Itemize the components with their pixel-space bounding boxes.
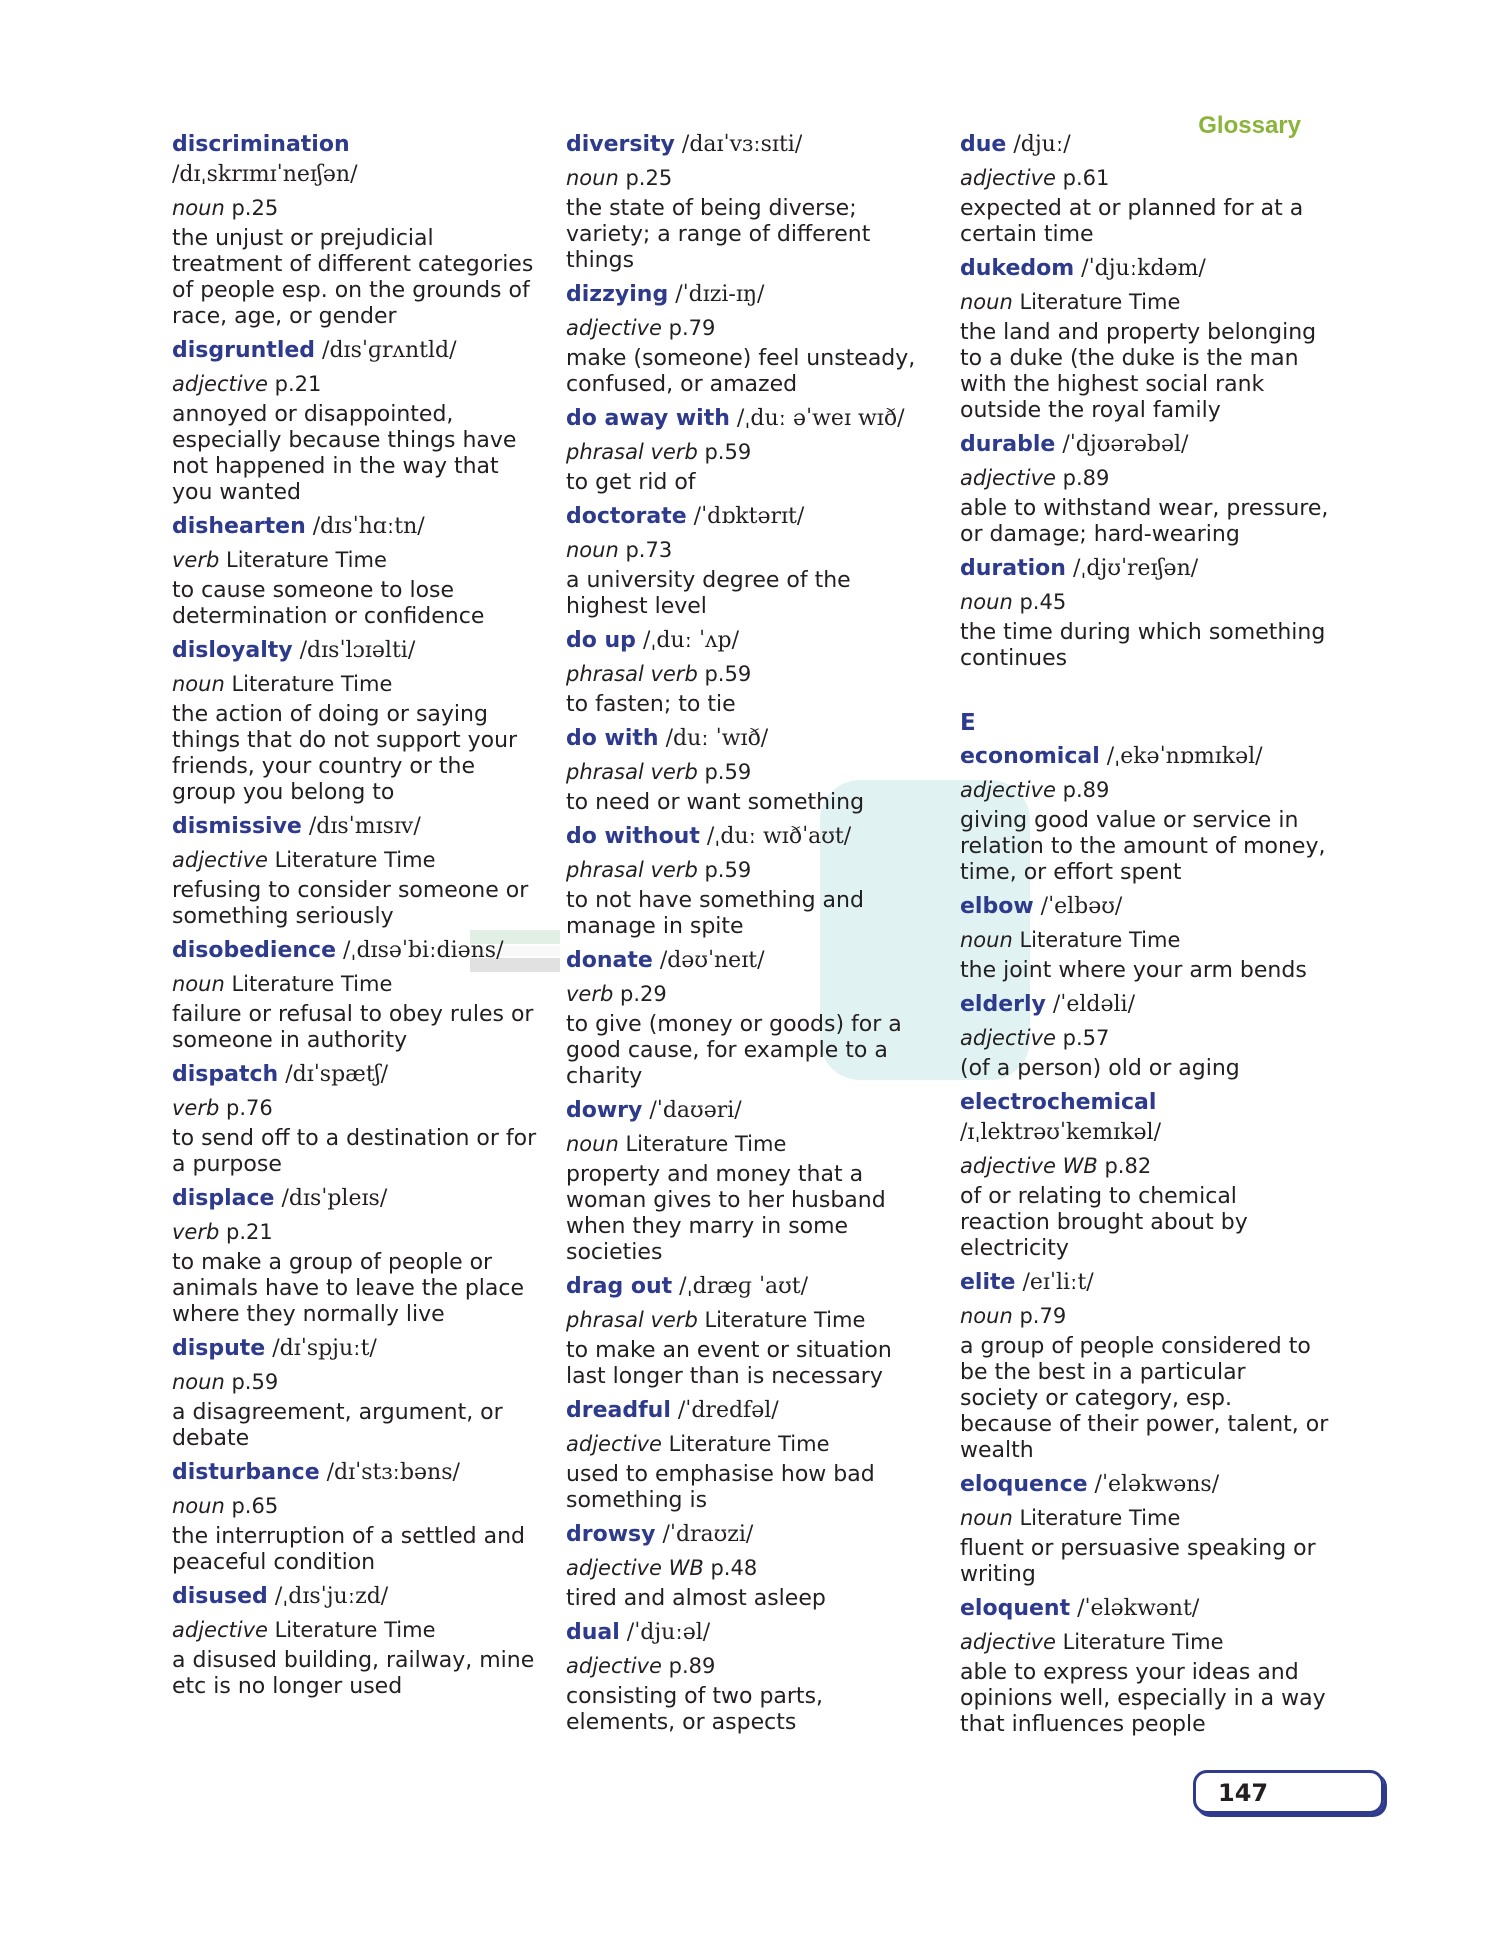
pronunciation: /dɪsˈhɑːtn/ xyxy=(312,514,425,539)
glossary-column-3 xyxy=(960,130,1330,1744)
part-of-speech: adjective xyxy=(960,466,1056,490)
pronunciation: /ˈelbəʊ/ xyxy=(1040,894,1123,919)
definition: annoyed or disappointed, especially because things have not happened in the way that you wanted xyxy=(172,402,517,505)
glossary-entry xyxy=(960,892,1330,984)
pronunciation: /ˌduː əˈweɪ wɪð/ xyxy=(736,406,905,431)
glossary-entry xyxy=(566,626,936,718)
headword-line xyxy=(566,724,936,754)
headword-line xyxy=(172,1458,542,1488)
headword-line xyxy=(960,892,1330,922)
page-reference: Literature Time xyxy=(231,972,393,996)
page-reference: p.59 xyxy=(704,440,752,464)
pronunciation: /ˌdɪsəˈbiːdiəns/ xyxy=(343,938,504,963)
definition: a group of people considered to be the best in a particular society or category, esp. because of their power, talent, or wealth xyxy=(960,1334,1329,1463)
pronunciation: /dɪsˈmɪsɪv/ xyxy=(308,814,421,839)
definition: the interruption of a settled and peaceful condition xyxy=(172,1524,525,1575)
part-of-speech: verb xyxy=(172,548,220,572)
page-reference: p.25 xyxy=(625,166,673,190)
part-of-speech: adjective xyxy=(960,166,1056,190)
headword-line xyxy=(566,1096,936,1126)
part-of-speech-line xyxy=(172,669,542,699)
glossary-entry xyxy=(566,1096,936,1266)
pronunciation: /ˌdɪsˈjuːzd/ xyxy=(274,1584,389,1609)
headword-line xyxy=(566,280,936,310)
pronunciation: /dɪsˈlɔɪəlti/ xyxy=(299,638,416,663)
part-of-speech: noun xyxy=(566,1132,619,1156)
page-reference: p.76 xyxy=(226,1096,273,1120)
headword-line xyxy=(960,254,1330,284)
headword: duration xyxy=(960,556,1066,581)
headword-line xyxy=(960,742,1330,772)
definition: the state of being diverse; variety; a range of different things xyxy=(566,196,871,273)
headword-line xyxy=(172,1582,542,1612)
part-of-speech: adjective xyxy=(960,1630,1056,1654)
page-reference: p.89 xyxy=(1062,466,1110,490)
part-of-speech-line xyxy=(172,969,542,999)
part-of-speech: adjective xyxy=(960,778,1056,802)
glossary-entry xyxy=(172,936,542,1054)
headword: donate xyxy=(566,948,653,973)
pronunciation: /ˈeləkwənt/ xyxy=(1077,1596,1200,1621)
headword-line xyxy=(172,1334,542,1364)
part-of-speech: noun xyxy=(960,1304,1013,1328)
definition: expected at or planned for at a certain time xyxy=(960,196,1304,247)
headword: dowry xyxy=(566,1098,643,1123)
glossary-entry xyxy=(566,1520,936,1612)
part-of-speech: adjective xyxy=(566,1654,662,1678)
pronunciation: /duː ˈwɪð/ xyxy=(665,726,769,751)
part-of-speech-line xyxy=(172,845,542,875)
definition: to get rid of xyxy=(566,470,696,495)
pronunciation: /ɪˌlektrəʊˈkemɪkəl/ xyxy=(960,1120,1161,1145)
pronunciation: /ˈdjʊərəbəl/ xyxy=(1062,432,1189,457)
definition: the action of doing or saying things that do not support your friends, your country or the group you belong to xyxy=(172,702,518,805)
page-reference: p.57 xyxy=(1062,1026,1110,1050)
headword-line xyxy=(960,1470,1330,1500)
pronunciation: /ˈdaʊəri/ xyxy=(649,1098,742,1123)
definition: to fasten; to tie xyxy=(566,692,736,717)
part-of-speech: adjective xyxy=(566,316,662,340)
page-reference: p.21 xyxy=(274,372,322,396)
pronunciation: /ˈdɒktərɪt/ xyxy=(693,504,805,529)
part-of-speech: noun xyxy=(566,166,619,190)
part-of-speech: noun xyxy=(172,196,225,220)
page-reference: Literature Time xyxy=(1019,1506,1181,1530)
glossary-entry xyxy=(172,1184,542,1328)
headword: dukedom xyxy=(960,256,1075,281)
headword: dishearten xyxy=(172,514,306,539)
part-of-speech: adjective xyxy=(960,1026,1056,1050)
part-of-speech-line xyxy=(172,545,542,575)
part-of-speech: adjective xyxy=(172,372,268,396)
part-of-speech: adjective WB xyxy=(566,1556,704,1580)
headword: disgruntled xyxy=(172,338,316,363)
headword: do without xyxy=(566,824,700,849)
pronunciation: /dɪsˈpleɪs/ xyxy=(281,1186,388,1211)
page-reference: p.82 xyxy=(1104,1154,1152,1178)
headword-line xyxy=(172,1184,542,1214)
headword: dispatch xyxy=(172,1062,279,1087)
headword: dual xyxy=(566,1620,620,1645)
glossary-entry xyxy=(960,1594,1330,1738)
part-of-speech-line xyxy=(566,163,936,193)
headword-line xyxy=(172,336,542,366)
part-of-speech: adjective WB xyxy=(960,1154,1098,1178)
glossary-entry xyxy=(960,430,1330,548)
glossary-entry xyxy=(566,130,936,274)
glossary-entry xyxy=(172,1582,542,1700)
headword-line xyxy=(960,990,1330,1020)
glossary-entry xyxy=(960,990,1330,1082)
definition: the time during which something continues xyxy=(960,620,1326,671)
part-of-speech-line xyxy=(566,313,936,343)
pronunciation: /ˈdraʊzi/ xyxy=(662,1522,754,1547)
page-reference: p.89 xyxy=(1062,778,1110,802)
headword: drowsy xyxy=(566,1522,656,1547)
headword: durable xyxy=(960,432,1056,457)
headword: dispute xyxy=(172,1336,266,1361)
headword-line xyxy=(566,130,936,160)
headword: dreadful xyxy=(566,1398,671,1423)
page-reference: p.59 xyxy=(704,760,752,784)
headword-line xyxy=(566,1396,936,1426)
definition: the land and property belonging to a duke (the duke is the man with the highest social rank outside the royal family xyxy=(960,320,1317,423)
part-of-speech-line xyxy=(566,437,936,467)
pronunciation: /eɪˈliːt/ xyxy=(1022,1270,1094,1295)
part-of-speech-line xyxy=(566,1305,936,1335)
part-of-speech: noun xyxy=(172,972,225,996)
page-reference: p.65 xyxy=(231,1494,279,1518)
pronunciation: /ˈdɪzi-ɪŋ/ xyxy=(675,282,765,307)
page-reference: Literature Time xyxy=(704,1308,866,1332)
headword: disloyalty xyxy=(172,638,293,663)
headword-line xyxy=(566,822,936,852)
pronunciation: /ˈdjuːəl/ xyxy=(626,1620,711,1645)
glossary-column-2 xyxy=(566,130,936,1742)
page-reference: p.59 xyxy=(704,662,752,686)
page-reference: Literature Time xyxy=(226,548,387,572)
part-of-speech: verb xyxy=(172,1096,220,1120)
definition: a disused building, railway, mine etc is no longer used xyxy=(172,1648,535,1699)
pronunciation: /dəʊˈneɪt/ xyxy=(659,948,765,973)
glossary-entry xyxy=(566,280,936,398)
part-of-speech-line xyxy=(172,193,542,223)
page-number-badge xyxy=(1193,1770,1384,1814)
headword: due xyxy=(960,132,1007,157)
headword-line xyxy=(566,1520,936,1550)
definition: fluent or persuasive speaking or writing xyxy=(960,1536,1316,1587)
definition: able to withstand wear, pressure, or damage; hard-wearing xyxy=(960,496,1329,547)
glossary-entry xyxy=(960,554,1330,672)
definition: the unjust or prejudicial treatment of different categories of people esp. on the grounds of race, age, or gender xyxy=(172,226,534,329)
page-reference: p.21 xyxy=(226,1220,273,1244)
page-reference: Literature Time xyxy=(231,672,393,696)
headword: disused xyxy=(172,1584,268,1609)
pronunciation: /ˌduː wɪðˈaʊt/ xyxy=(706,824,852,849)
pronunciation: /ˈeldəli/ xyxy=(1052,992,1135,1017)
glossary-entry xyxy=(172,1060,542,1178)
headword-line xyxy=(172,130,542,160)
headword-line xyxy=(172,512,542,542)
definition: refusing to consider someone or something seriously xyxy=(172,878,529,929)
definition: tired and almost asleep xyxy=(566,1586,826,1611)
pronunciation: /ˌekəˈnɒmɪkəl/ xyxy=(1106,744,1263,769)
definition: property and money that a woman gives to her husband when they marry in some societies xyxy=(566,1162,886,1265)
pronunciation: /dɪˌskrɪmɪˈneɪʃən/ xyxy=(172,162,358,187)
page-reference: p.73 xyxy=(625,538,673,562)
part-of-speech: noun xyxy=(960,928,1013,952)
headword: doctorate xyxy=(566,504,687,529)
definition: giving good value or service in relation to the amount of money, time, or effort spent xyxy=(960,808,1326,885)
glossary-entry xyxy=(960,1470,1330,1588)
part-of-speech: adjective xyxy=(172,848,268,872)
page-reference: Literature Time xyxy=(1019,928,1181,952)
page-reference: p.45 xyxy=(1019,590,1067,614)
glossary-entry xyxy=(960,130,1330,248)
part-of-speech-line xyxy=(566,535,936,565)
page-number: 147 xyxy=(1218,1779,1269,1807)
pronunciation: /ˈeləkwəns/ xyxy=(1094,1472,1220,1497)
definition: of or relating to chemical reaction brought about by electricity xyxy=(960,1184,1248,1261)
glossary-header: Glossary xyxy=(1198,112,1301,139)
part-of-speech-line xyxy=(566,659,936,689)
headword: diversity xyxy=(566,132,675,157)
pronunciation: /dɪˈstɜːbəns/ xyxy=(326,1460,460,1485)
headword: do away with xyxy=(566,406,730,431)
page-reference: p.25 xyxy=(231,196,279,220)
part-of-speech: phrasal verb xyxy=(566,1308,698,1332)
headword: do up xyxy=(566,628,636,653)
glossary-entry xyxy=(172,336,542,506)
part-of-speech-line xyxy=(960,587,1330,617)
glossary-entry xyxy=(172,1334,542,1452)
definition: the joint where your arm bends xyxy=(960,958,1307,983)
pronunciation: /dɪˈspjuːt/ xyxy=(272,1336,377,1361)
pronunciation: /ˌduː ˈʌp/ xyxy=(642,628,740,653)
page-reference: p.29 xyxy=(620,982,667,1006)
part-of-speech-line xyxy=(566,1429,936,1459)
headword-line xyxy=(566,404,936,434)
headword: dismissive xyxy=(172,814,302,839)
headword: elderly xyxy=(960,992,1046,1017)
headword: drag out xyxy=(566,1274,673,1299)
glossary-entry xyxy=(566,404,936,496)
glossary-entry xyxy=(960,742,1330,886)
headword: displace xyxy=(172,1186,275,1211)
headword-line xyxy=(172,812,542,842)
page-reference: Literature Time xyxy=(274,1618,436,1642)
pronunciation: /ˌdjʊˈreɪʃən/ xyxy=(1072,556,1199,581)
glossary-entry xyxy=(566,502,936,620)
headword-line xyxy=(960,1088,1330,1118)
glossary-entry xyxy=(566,946,936,1090)
part-of-speech-line xyxy=(960,287,1330,317)
part-of-speech-line xyxy=(960,1627,1330,1657)
definition: (of a person) old or aging xyxy=(960,1056,1240,1081)
definition: to send off to a destination or for a purpose xyxy=(172,1126,537,1177)
page-reference: p.79 xyxy=(668,316,716,340)
part-of-speech-line xyxy=(960,925,1330,955)
part-of-speech-line xyxy=(172,1367,542,1397)
definition: to make a group of people or animals have to leave the place where they normally live xyxy=(172,1250,525,1327)
headword-line xyxy=(172,1060,542,1090)
glossary-entry xyxy=(566,1272,936,1390)
headword-line xyxy=(566,626,936,656)
page-reference: p.89 xyxy=(668,1654,716,1678)
headword: disturbance xyxy=(172,1460,320,1485)
headword-line xyxy=(960,430,1330,460)
part-of-speech: phrasal verb xyxy=(566,858,698,882)
headword-line xyxy=(960,1268,1330,1298)
headword-line xyxy=(566,946,936,976)
page-reference: p.79 xyxy=(1019,1304,1067,1328)
headword-line xyxy=(566,1618,936,1648)
page-reference: Literature Time xyxy=(625,1132,787,1156)
part-of-speech: noun xyxy=(566,538,619,562)
glossary-entry xyxy=(566,1618,936,1736)
page-reference: p.48 xyxy=(710,1556,758,1580)
headword: discrimination xyxy=(172,132,350,157)
part-of-speech-line xyxy=(172,369,542,399)
definition: a university degree of the highest level xyxy=(566,568,851,619)
headword-line xyxy=(172,636,542,666)
part-of-speech: verb xyxy=(172,1220,220,1244)
definition: to not have something and manage in spite xyxy=(566,888,864,939)
headword: electrochemical xyxy=(960,1090,1157,1115)
part-of-speech-line xyxy=(172,1093,542,1123)
part-of-speech-line xyxy=(566,1651,936,1681)
part-of-speech-line xyxy=(172,1217,542,1247)
definition: to give (money or goods) for a good cause, for example to a charity xyxy=(566,1012,902,1089)
glossary-entry xyxy=(172,812,542,930)
page-reference: p.59 xyxy=(704,858,752,882)
glossary-entry xyxy=(172,1458,542,1576)
part-of-speech: noun xyxy=(172,1494,225,1518)
headword: disobedience xyxy=(172,938,337,963)
definition: consisting of two parts, elements, or aspects xyxy=(566,1684,824,1735)
part-of-speech: noun xyxy=(960,290,1013,314)
page-reference: p.61 xyxy=(1062,166,1110,190)
pronunciation: /dɪˈspætʃ/ xyxy=(285,1062,389,1087)
pronunciation: /ˈdredfəl/ xyxy=(677,1398,779,1423)
glossary-entry xyxy=(172,130,542,330)
definition: used to emphasise how bad something is xyxy=(566,1462,875,1513)
part-of-speech-line xyxy=(960,463,1330,493)
glossary-entry xyxy=(172,512,542,630)
part-of-speech: noun xyxy=(172,672,225,696)
headword: do with xyxy=(566,726,659,751)
glossary-column-1 xyxy=(172,130,542,1706)
glossary-entry xyxy=(566,724,936,816)
headword-line xyxy=(960,130,1330,160)
headword: eloquent xyxy=(960,1596,1071,1621)
part-of-speech-line xyxy=(566,757,936,787)
headword: dizzying xyxy=(566,282,669,307)
page-reference: Literature Time xyxy=(1019,290,1181,314)
pronunciation: /dɪsˈɡrʌntld/ xyxy=(322,338,457,363)
definition: to need or want something xyxy=(566,790,865,815)
definition: to cause someone to lose determination or confidence xyxy=(172,578,485,629)
page-reference: p.59 xyxy=(231,1370,279,1394)
pronunciation: /djuː/ xyxy=(1013,132,1071,157)
part-of-speech: phrasal verb xyxy=(566,760,698,784)
part-of-speech-line xyxy=(960,775,1330,805)
part-of-speech-line xyxy=(566,1553,936,1583)
part-of-speech: verb xyxy=(566,982,614,1006)
definition: able to express your ideas and opinions well, especially in a way that influences people xyxy=(960,1660,1326,1737)
page-reference: Literature Time xyxy=(274,848,436,872)
headword: economical xyxy=(960,744,1100,769)
headword: elite xyxy=(960,1270,1016,1295)
pronunciation: /ˈdjuːkdəm/ xyxy=(1081,256,1206,281)
glossary-entry xyxy=(566,1396,936,1514)
part-of-speech-line xyxy=(566,855,936,885)
pronunciation: /daɪˈvɜːsɪti/ xyxy=(681,132,803,157)
part-of-speech: noun xyxy=(960,1506,1013,1530)
glossary-entry xyxy=(960,1268,1330,1464)
part-of-speech-line xyxy=(960,163,1330,193)
part-of-speech-line xyxy=(960,1151,1330,1181)
page-reference: Literature Time xyxy=(1062,1630,1224,1654)
definition: a disagreement, argument, or debate xyxy=(172,1400,503,1451)
part-of-speech-line xyxy=(960,1023,1330,1053)
part-of-speech: adjective xyxy=(566,1432,662,1456)
headword-line xyxy=(172,936,542,966)
part-of-speech: adjective xyxy=(172,1618,268,1642)
glossary-entry xyxy=(172,636,542,806)
glossary-entry xyxy=(960,254,1330,424)
part-of-speech-line xyxy=(960,1301,1330,1331)
headword-line xyxy=(566,1272,936,1302)
page-reference: Literature Time xyxy=(668,1432,830,1456)
headword-line xyxy=(566,502,936,532)
part-of-speech-line xyxy=(172,1491,542,1521)
definition: failure or refusal to obey rules or someone in authority xyxy=(172,1002,534,1053)
glossary-entry xyxy=(566,822,936,940)
headword-line xyxy=(960,554,1330,584)
part-of-speech: noun xyxy=(172,1370,225,1394)
section-letter: E xyxy=(960,710,976,736)
pronunciation: /ˌdræɡ ˈaʊt/ xyxy=(679,1274,809,1299)
part-of-speech-line xyxy=(566,1129,936,1159)
headword: elbow xyxy=(960,894,1034,919)
part-of-speech-line xyxy=(172,1615,542,1645)
headword-line xyxy=(960,1594,1330,1624)
part-of-speech-line xyxy=(960,1503,1330,1533)
definition: make (someone) feel unsteady, confused, or amazed xyxy=(566,346,916,397)
part-of-speech: phrasal verb xyxy=(566,662,698,686)
part-of-speech: noun xyxy=(960,590,1013,614)
glossary-entry xyxy=(960,1088,1330,1262)
definition: to make an event or situation last longer than is necessary xyxy=(566,1338,892,1389)
part-of-speech-line xyxy=(566,979,936,1009)
headword: eloquence xyxy=(960,1472,1088,1497)
part-of-speech: phrasal verb xyxy=(566,440,698,464)
